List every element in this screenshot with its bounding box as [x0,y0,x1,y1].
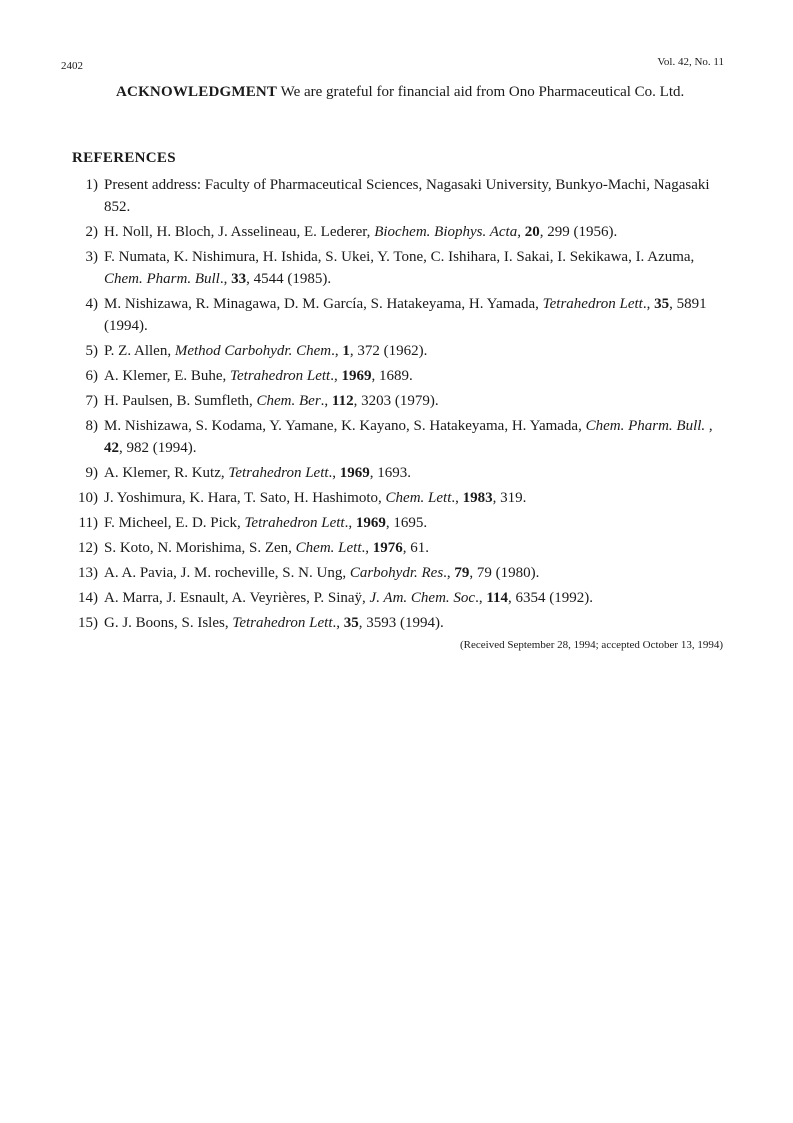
reference-number: 8) [85,418,98,434]
reference-segment: H. Paulsen, B. Sumfleth, [104,393,257,409]
reference-item [72,365,732,387]
volume-number: 35 [654,296,670,312]
reference-segment: , 319. [492,490,527,506]
references-heading: REFERENCES [72,150,176,166]
reference-segment: ., [320,393,332,409]
journal-name: Chem. Ber [256,393,321,409]
volume-number: 1983 [462,490,493,506]
acknowledgment-heading: ACKNOWLEDGMENT [116,84,278,100]
reference-text [104,565,539,581]
reference-segment: ., [219,271,232,287]
reference-item [72,390,732,412]
reference-item [72,415,732,459]
journal-name: Chem. Lett [385,490,452,506]
volume-number: 1969 [339,465,370,481]
reference-item [72,174,732,218]
reference-item [72,340,732,362]
reference-text [104,418,713,456]
volume-number: 114 [486,590,509,606]
reference-segment: , 3593 (1994). [358,615,444,631]
reference-item [72,562,732,584]
volume-number: 33 [231,271,247,287]
reference-item [72,487,732,509]
reference-number: 12) [78,540,98,556]
reference-segment: A. Klemer, E. Buhe, [104,368,231,384]
reference-segment: J. Yoshimura, K. Hara, T. Sato, H. Hashimoto, [104,490,386,506]
volume-number: 1976 [372,540,403,556]
journal-name: Tetrahedron Lett [244,515,345,531]
acknowledgment [72,79,722,106]
reference-text [104,177,710,215]
volume-number: 1969 [341,368,372,384]
reference-segment: , [517,224,525,240]
reference-text [104,368,413,384]
reference-number: 3) [85,249,98,265]
journal-name: Tetrahedron Lett [230,368,331,384]
reference-segment: M. Nishizawa, R. Minagawa, D. M. García, S. Hatakeyama, H. Yamada, [104,296,543,312]
reference-segment: , 6354 (1992). [508,590,594,606]
reference-item [72,221,732,243]
acknowledgment-text: We are grateful for financial aid from Ono Pharmaceutical Co. Ltd. [277,84,685,100]
volume-number: 79 [454,565,470,581]
journal-name: Chem. Pharm. Bull [104,271,220,287]
reference-segment: ., [642,296,655,312]
journal-name: J. Am. Chem. Soc [369,590,476,606]
reference-text [104,465,411,481]
reference-segment: , 61. [402,540,430,556]
journal-name: Tetrahedron Lett [542,296,643,312]
reference-item [72,462,732,484]
reference-item [72,293,732,337]
volume-number: 112 [331,393,354,409]
reference-segment: ., [344,515,356,531]
received-note: (Received September 28, 1994; accepted October 13, 1994) [460,639,723,651]
page-number: 2402 [61,60,83,72]
reference-segment: , [705,418,713,434]
reference-number: 1) [85,177,98,193]
reference-segment: ., [475,590,487,606]
reference-item [72,512,732,534]
reference-number: 9) [85,465,98,481]
reference-text [104,515,427,531]
reference-number: 11) [78,515,98,531]
journal-name: Tetrahedron Lett [232,615,333,631]
reference-number: 4) [85,296,98,312]
reference-text [104,249,694,287]
reference-segment: ., [328,465,340,481]
reference-text [104,393,439,409]
reference-segment: A. Marra, J. Esnault, A. Veyrières, P. Sinaÿ, [104,590,370,606]
journal-name: Chem. Pharm. Bull. [585,418,706,434]
volume-number: 35 [343,615,359,631]
reference-item [72,587,732,609]
reference-text [104,343,427,359]
reference-number: 2) [85,224,98,240]
journal-name: Biochem. Biophys. Acta [374,224,518,240]
reference-segment: , 372 (1962). [349,343,428,359]
reference-segment: , 79 (1980). [469,565,540,581]
reference-number: 6) [85,368,98,384]
reference-number: 7) [85,393,98,409]
reference-segment: A. A. Pavia, J. M. rocheville, S. N. Ung, [104,565,350,581]
reference-text [104,224,617,240]
reference-segment: F. Numata, K. Nishimura, H. Ishida, S. Ukei, Y. Tone, C. Ishihara, I. Sakai, I. Sekikawa, I. Azuma, [104,249,695,265]
reference-text [104,615,444,631]
reference-segment: ., [330,368,342,384]
reference-item [72,246,732,290]
journal-name: Method Carbohydr. Chem [174,343,332,359]
reference-segment: ., [331,343,343,359]
reference-segment: , 299 (1956). [539,224,618,240]
reference-segment: F. Micheel, E. D. Pick, [104,515,245,531]
reference-segment: ., [332,615,344,631]
reference-number: 15) [78,615,98,631]
reference-segment: P. Z. Allen, [104,343,175,359]
reference-number: 5) [85,343,98,359]
volume-number: 42 [104,440,119,456]
reference-text [104,590,593,606]
journal-issue: Vol. 42, No. 11 [657,56,724,68]
reference-segment: ., [443,565,455,581]
reference-segment: , 1693. [369,465,412,481]
reference-item [72,537,732,559]
reference-segment: , 1689. [371,368,413,384]
reference-number: 13) [78,565,98,581]
reference-number: 14) [78,590,98,606]
reference-segment: , 982 (1994). [119,440,197,456]
reference-segment: Present address: Faculty of Pharmaceutical Sciences, Nagasaki University, Bunkyo-Machi, Nagasaki 852. [104,177,710,215]
volume-number: 20 [524,224,540,240]
reference-text [104,540,429,556]
reference-segment: , 5891 (1994). [104,296,707,334]
reference-segment: M. Nishizawa, S. Kodama, Y. Yamane, K. Kayano, S. Hatakeyama, H. Yamada, [104,418,586,434]
reference-segment: ., [361,540,373,556]
reference-segment: , 3203 (1979). [353,393,439,409]
reference-segment: ., [451,490,463,506]
reference-number: 10) [78,490,98,506]
reference-text [104,296,707,334]
journal-name: Tetrahedron Lett [228,465,329,481]
reference-item [72,612,732,634]
reference-segment: , 1695. [385,515,428,531]
reference-segment: A. Klemer, R. Kutz, [104,465,229,481]
reference-segment: G. J. Boons, S. Isles, [104,615,233,631]
journal-name: Carbohydr. Res [349,565,444,581]
reference-segment: , 4544 (1985). [246,271,332,287]
reference-text [104,490,526,506]
journal-name: Chem. Lett [295,540,362,556]
reference-segment: S. Koto, N. Morishima, S. Zen, [104,540,296,556]
reference-list [72,174,732,637]
volume-number: 1969 [355,515,386,531]
reference-segment: H. Noll, H. Bloch, J. Asselineau, E. Lederer, [104,224,375,240]
volume-number: 1 [342,343,350,359]
